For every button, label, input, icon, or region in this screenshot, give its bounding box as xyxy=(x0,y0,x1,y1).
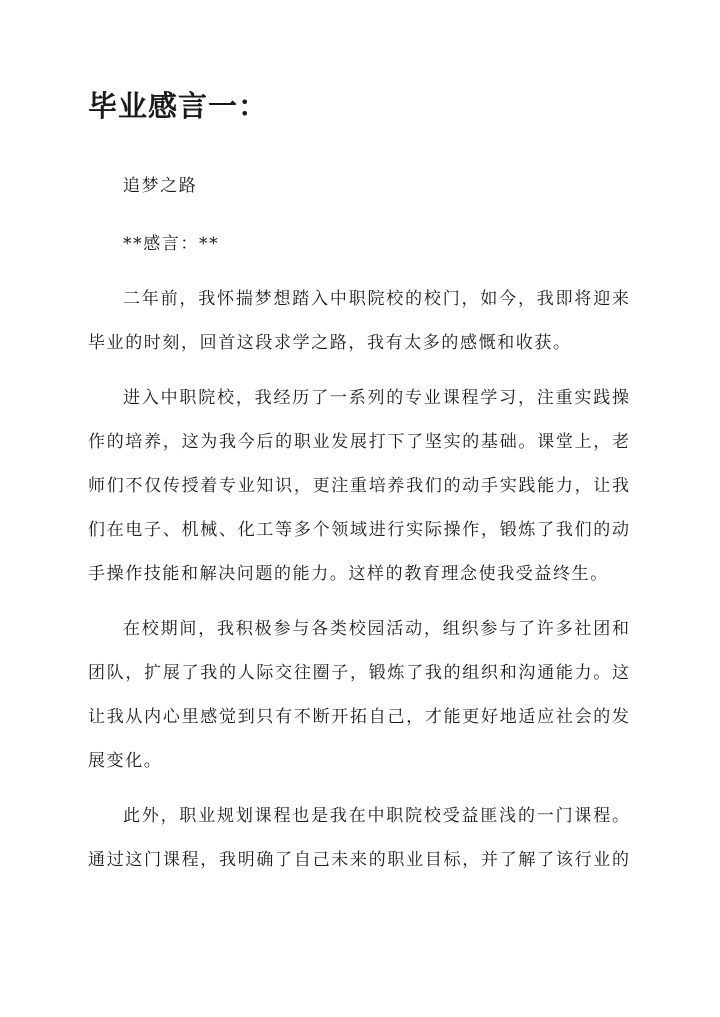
paragraph-line: 在校期间，我积极参与各类校园活动，组织参与了许多社团和 xyxy=(123,619,629,639)
paragraph-line: 此外，职业规划课程也是我在中职院校受益匪浅的一门课程。 xyxy=(123,806,629,826)
paragraph-line: 让我从内心里感觉到只有不断开拓自己，才能更好地适应社会的发 xyxy=(88,707,629,727)
paragraph-line: 作的培养，这为我今后的职业发展打下了坚实的基础。课堂上，老 xyxy=(88,432,629,452)
paragraph-line: 师们不仅传授着专业知识，更注重培养我们的动手实践能力，让我 xyxy=(88,476,629,496)
paragraph-line: 通过这门课程，我明确了自己未来的职业目标，并了解了该行业的 xyxy=(88,850,629,870)
paragraph-line: 展变化。 xyxy=(88,751,163,771)
document-subtitle: 追梦之路 xyxy=(123,176,198,196)
paragraph-line: 手操作技能和解决问题的能力。这样的教育理念使我受益终生。 xyxy=(88,564,609,584)
paragraph-line: 们在电子、机械、化工等多个领域进行实际操作，锻炼了我们的动 xyxy=(88,520,629,540)
paragraph-line: 进入中职院校，我经历了一系列的专业课程学习，注重实践操 xyxy=(123,388,629,408)
paragraph-line: 二年前，我怀揣梦想踏入中职院校的校门，如今，我即将迎来 xyxy=(123,289,629,309)
author-line: **感言：** xyxy=(123,234,220,254)
document-heading: 毕业感言一： xyxy=(88,89,269,123)
paragraph-line: 团队，扩展了我的人际交往圈子，锻炼了我的组织和沟通能力。这 xyxy=(88,663,629,683)
paragraph-line: 毕业的时刻，回首这段求学之路，我有太多的感慨和收获。 xyxy=(88,333,572,353)
